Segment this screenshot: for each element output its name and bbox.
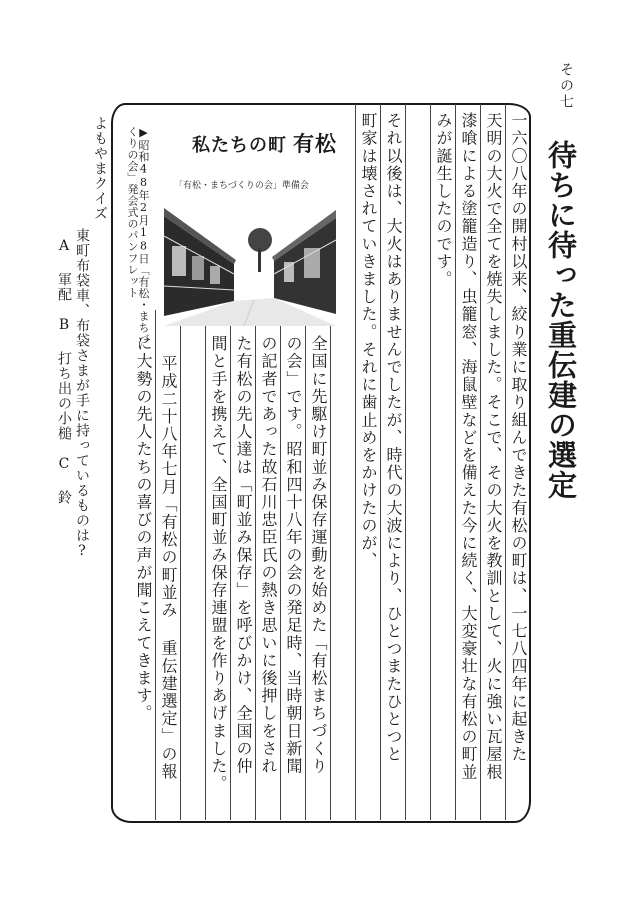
page-title: 待ちに待った重伝建の選定 (544, 140, 578, 500)
body-column: の会」です。昭和四十八年の会の発足時、当時朝日新聞 (284, 335, 303, 775)
quiz-heading: よもやまクイズ (92, 116, 108, 221)
column-rule (505, 104, 506, 820)
column-rule (180, 310, 181, 820)
body-column: の記者であった故石川忠臣氏の熱き思いに後押しをされ (259, 335, 278, 775)
column-rule (405, 104, 406, 820)
column-rule (330, 310, 331, 820)
column-rule (455, 104, 456, 820)
body-column: 一六〇八年の開村以来、絞り業に取り組んできた有松の町は、一七八四年に起きた (509, 112, 528, 764)
body-column: 間と手を携えて、全国町並み保存連盟を作りあげました。 (209, 335, 228, 793)
column-rule (155, 310, 156, 820)
body-column: 平成二十八年七月「有松の町並み 重伝建選定」の報 (159, 355, 178, 781)
pamphlet-logo: 私たちの町 有松 (192, 131, 337, 156)
column-rule (480, 104, 481, 820)
body-column: みが誕生したのです。 (434, 112, 453, 288)
body-column: それ以後は、大火はありませんでしたが、時代の大波により、ひとつまたひとつと (384, 112, 403, 764)
column-rule (355, 104, 356, 820)
pamphlet-association: 「有松・まちづくりの会」準備会 (174, 181, 309, 191)
column-rule (205, 310, 206, 820)
body-column: た有松の先人達は「町並み保存」を呼びかけ、全国の仲 (234, 335, 253, 775)
body-column: 全国に先駆け町並み保存運動を始めた「有松まちづくり (309, 335, 328, 775)
body-column: 天明の大火で全てを焼失しました。そこで、その大火を教訓として、火に強い瓦屋根 (484, 112, 503, 781)
quiz-options: A 軍配 B 打ち出の小槌 C 鈴 (56, 238, 72, 505)
townscape-illustration (164, 206, 336, 326)
pamphlet-caption-line1: ▶昭和48年2月18日「有松・まちづ (137, 126, 150, 345)
quiz-question: 東町布袋車、布袋さまが手に持っているものは? (74, 228, 90, 560)
column-rule (305, 310, 306, 820)
column-rule (230, 310, 231, 820)
body-column: に大勢の先人たちの喜びの声が聞こえてきます。 (134, 335, 153, 723)
body-column: 町家は壊されていきました。それに歯止めをかけたのが、 (359, 112, 378, 570)
pamphlet-caption-line2: くりの会」発会式のパンフレット (126, 126, 139, 299)
column-rule (380, 104, 381, 820)
column-rule (255, 310, 256, 820)
pamphlet-inset (162, 118, 340, 328)
column-rule (430, 104, 431, 820)
series-label: その七 (558, 62, 574, 110)
column-rule (280, 310, 281, 820)
body-column: 漆喰による塗籠造り、虫籠窓、海鼠壁などを備えた今に続く、大変豪壮な有松の町並 (459, 112, 478, 781)
